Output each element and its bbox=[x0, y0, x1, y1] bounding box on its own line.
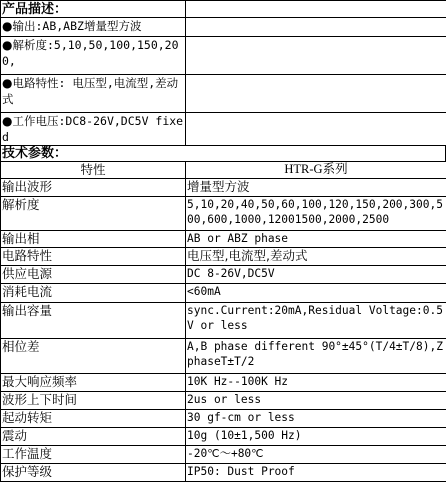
table-row bbox=[1, 446, 446, 464]
row-key: 输出波形 bbox=[1, 179, 186, 197]
description-item bbox=[1, 37, 186, 75]
empty-cell bbox=[186, 18, 446, 37]
row-key: 相位差 bbox=[1, 339, 186, 374]
bullet-icon: ● bbox=[2, 76, 13, 90]
row-value: 5,10,20,40,50,60,100,120,150,200,300,500,600,1000,12001500,2000,2500 bbox=[186, 197, 446, 231]
row-value: sync.Current:20mA,Residual Voltage:0.5V or less bbox=[186, 303, 446, 339]
product-description-title-cell bbox=[1, 1, 186, 18]
row-value: A,B phase different 90°±45°(T/4±T/8),Z phaseT±T/2 bbox=[186, 339, 446, 374]
empty-cell bbox=[186, 75, 446, 113]
description-item-text: 解析度:5,10,50,100,150,200, bbox=[2, 38, 179, 68]
description-item bbox=[1, 18, 186, 37]
table-row bbox=[1, 231, 446, 248]
row-key: 波形上下时间 bbox=[1, 392, 186, 410]
row-key: 最大响应频率 bbox=[1, 374, 186, 392]
table-header-row bbox=[1, 162, 446, 179]
bullet-icon: ● bbox=[2, 38, 13, 52]
table-row bbox=[1, 428, 446, 446]
row-value: 10g (10±1,500 Hz) bbox=[186, 428, 446, 446]
row-value: 2us or less bbox=[186, 392, 446, 410]
table-row bbox=[1, 339, 446, 374]
table-row bbox=[1, 392, 446, 410]
row-value: 10K Hz--100K Hz bbox=[186, 374, 446, 392]
row-value: 增量型方波 bbox=[186, 179, 446, 197]
row-value: 30 gf-cm or less bbox=[186, 410, 446, 428]
empty-cell bbox=[186, 1, 446, 18]
row-key: 震动 bbox=[1, 428, 186, 446]
row-key: 解析度 bbox=[1, 197, 186, 231]
row-value: AB or ABZ phase bbox=[186, 231, 446, 248]
technical-params-table bbox=[0, 161, 446, 482]
empty-cell bbox=[186, 113, 446, 146]
row-key: 工作温度 bbox=[1, 446, 186, 464]
row-key: 起动转矩 bbox=[1, 410, 186, 428]
product-description-table bbox=[0, 0, 446, 146]
row-value: 电压型,电流型,差动式 bbox=[186, 248, 446, 266]
row-key: 电路特性 bbox=[1, 248, 186, 266]
empty-cell bbox=[186, 37, 446, 75]
row-value: DC 8-26V,DC5V bbox=[186, 266, 446, 284]
row-key: 供应电源 bbox=[1, 266, 186, 284]
table-row bbox=[1, 284, 446, 303]
row-key: 消耗电流 bbox=[1, 284, 186, 303]
table-row bbox=[1, 266, 446, 284]
row-value: <60mA bbox=[186, 284, 446, 303]
row-key: 输出相 bbox=[1, 231, 186, 248]
bullet-icon: ● bbox=[2, 114, 13, 128]
table-row bbox=[1, 303, 446, 339]
technical-params-title: 技术参数： bbox=[0, 146, 446, 161]
table-row bbox=[1, 248, 446, 266]
description-item bbox=[1, 113, 186, 146]
header-model: HTR-G系列 bbox=[186, 162, 446, 179]
row-key: 保护等级 bbox=[1, 464, 186, 482]
description-item-text: 输出:AB,ABZ增量型方波 bbox=[12, 19, 142, 33]
table-row bbox=[1, 464, 446, 482]
product-description-title: 产品描述： bbox=[2, 2, 68, 17]
description-item-text: 工作电压:DC8-26V,DC5V fixed bbox=[2, 114, 184, 144]
bullet-icon: ● bbox=[2, 19, 13, 33]
row-value: -20℃～+80℃ bbox=[186, 446, 446, 464]
table-row bbox=[1, 374, 446, 392]
header-property: 特性 bbox=[1, 162, 186, 179]
row-key: 输出容量 bbox=[1, 303, 186, 339]
table-row bbox=[1, 197, 446, 231]
row-value: IP50: Dust Proof bbox=[186, 464, 446, 482]
description-item-text: 电路特性: 电压型,电流型,差动式 bbox=[2, 76, 179, 106]
table-row bbox=[1, 179, 446, 197]
description-item bbox=[1, 75, 186, 113]
table-row bbox=[1, 410, 446, 428]
